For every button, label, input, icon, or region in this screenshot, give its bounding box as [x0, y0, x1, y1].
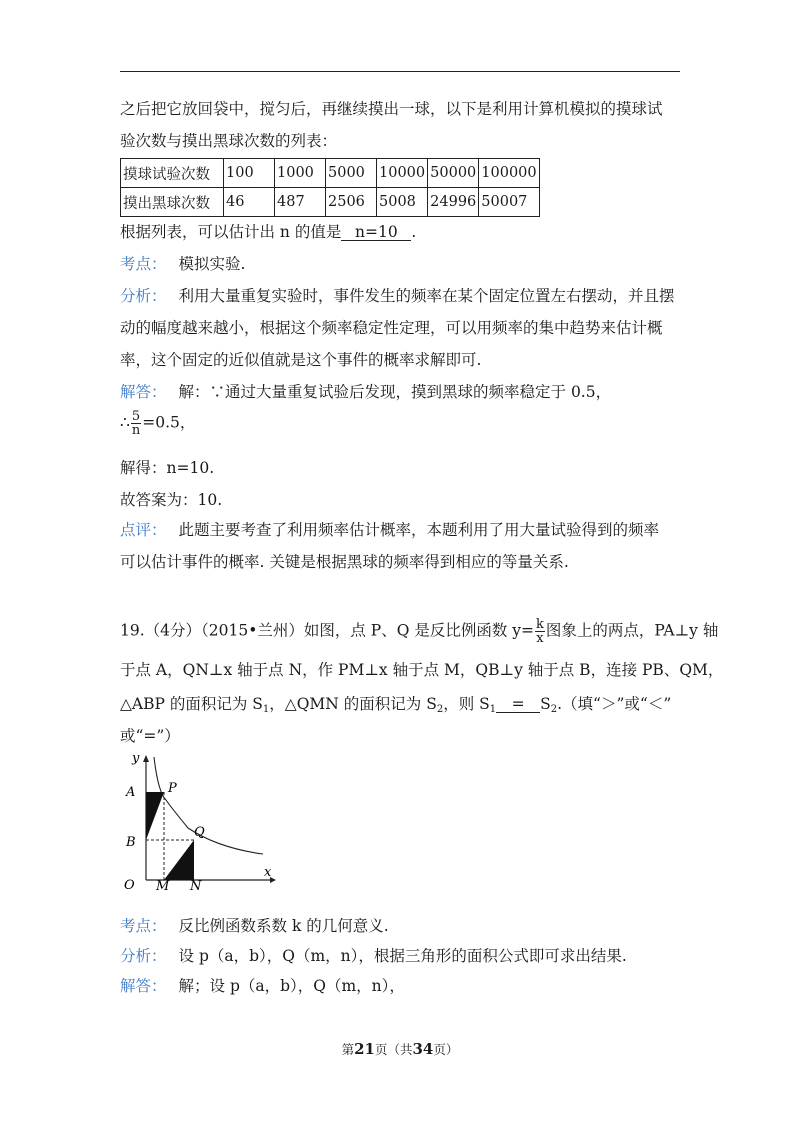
fenxi-label: 分析：: [120, 947, 167, 965]
table-cell: 46: [224, 188, 275, 217]
q19-text: S: [540, 695, 551, 713]
page-number: 21: [354, 1040, 375, 1058]
table-cell: 10000: [377, 159, 428, 188]
kaodian-label: 考点：: [120, 917, 167, 935]
jiede-line: 解得：n=10.: [120, 459, 215, 477]
x-label: x: [264, 865, 272, 880]
therefore-symbol: ∴: [120, 413, 130, 432]
q19-stem-start: 19.（4分）（2015•兰州）如图，点 P、Q 是反比例函数 y=: [120, 621, 535, 640]
page-suffix: 页）: [433, 1042, 459, 1057]
intro-line-1: 之后把它放回袋中，搅匀后，再继续摸出一球，以下是利用计算机模拟的摸球试: [120, 100, 663, 118]
fraction-numerator: k: [536, 617, 544, 632]
origin-label: O: [124, 878, 135, 893]
point-n-label: N: [190, 879, 202, 894]
fraction-denominator: n: [131, 423, 141, 438]
jieda-text: 解：∵通过大量重复试验后发现，摸到黑球的频率稳定于 0.5，: [178, 383, 612, 401]
q19-text: ，则 S: [443, 695, 490, 713]
equation-line: [120, 410, 195, 437]
table-row: [121, 159, 540, 188]
jieda-label: 解答：: [120, 383, 167, 401]
table-cell: 50000: [428, 159, 479, 188]
triangle-abp: [146, 792, 164, 840]
subscript: 2: [550, 704, 558, 715]
jieda-text: 解；设 p（a，b），Q（m，n），: [178, 977, 405, 995]
dianping-label: 点评：: [120, 521, 167, 539]
dianping-text-1: 此题主要考查了利用频率估计概率，本题利用了用大量试验得到的频率: [178, 521, 660, 539]
estimate-prefix: 根据列表，可以估计出 n 的值是: [120, 223, 342, 241]
subscript: 1: [489, 704, 497, 715]
kaodian-label: 考点：: [120, 255, 167, 273]
point-m-label: M: [156, 879, 170, 894]
fraction-numerator: 5: [131, 409, 141, 424]
estimate-answer-blank: n=10: [341, 224, 411, 241]
dianping-line-2: 可以估计事件的概率. 关键是根据黑球的频率得到相应的等量关系.: [120, 553, 569, 571]
q19-stem-end: 图象上的两点，PA⊥y 轴: [545, 621, 719, 640]
estimate-line: [120, 220, 416, 242]
subscript: 2: [436, 704, 444, 715]
table-cell: 50007: [479, 188, 539, 217]
table-cell: 100000: [479, 159, 539, 188]
table-cell: 5008: [377, 188, 428, 217]
point-q-label: Q: [194, 825, 205, 840]
dianping-line-1: [120, 518, 659, 540]
trial-table: [120, 158, 540, 217]
estimate-suffix: .: [411, 223, 417, 241]
q19-kaodian-line: [120, 914, 389, 936]
subscript: 1: [262, 704, 270, 715]
table-cell: 5000: [326, 159, 377, 188]
q19-text: △ABP 的面积记为 S: [120, 695, 263, 713]
table-cell: 1000: [275, 159, 326, 188]
q19-line-4: 或“=”）: [120, 727, 180, 745]
table-row: [121, 188, 540, 217]
page-prefix: 第: [341, 1042, 355, 1057]
fraction-k-over-x: [535, 618, 545, 645]
point-b-label: B: [126, 835, 136, 850]
equation-suffix: =0.5，: [142, 413, 196, 432]
q19-text: ，△QMN 的面积记为 S: [269, 695, 437, 713]
table-row-header: 摸球试验次数: [121, 159, 224, 188]
fraction-denominator: x: [536, 631, 544, 646]
fenxi-line-3: 率，这个固定的近似值就是这个事件的概率求解即可.: [120, 351, 482, 369]
q19-fenxi-line: [120, 944, 627, 966]
kaodian-text: 模拟实验.: [178, 255, 246, 273]
fenxi-text: 设 p（a，b），Q（m，n），根据三角形的面积公式即可求出结果.: [178, 947, 627, 965]
fenxi-line-2: 动的幅度越来越小，根据这个频率稳定性定理，可以用频率的集中趋势来估计概: [120, 319, 663, 337]
page-total: 34: [412, 1040, 434, 1058]
q19-line-3: [120, 692, 671, 714]
intro-line-2: 验次数与摸出黑球次数的列表：: [120, 132, 338, 150]
table-row-header: 摸出黑球次数: [121, 188, 224, 217]
fraction-5-over-n: [131, 410, 141, 437]
q19-text: .（填“＞”或“＜”: [557, 695, 672, 713]
q19-answer-blank: =: [496, 696, 540, 713]
fenxi-text-1: 利用大量重复实验时，事件发生的频率在某个固定位置左右摆动，并且摆: [178, 287, 675, 305]
jieda-line: [120, 380, 611, 402]
triangle-qmn: [164, 840, 194, 880]
hyperbola-figure: [118, 752, 278, 894]
kaodian-text: 反比例函数系数 k 的几何意义.: [178, 917, 389, 935]
fenxi-label: 分析：: [120, 287, 167, 305]
answer-line: 故答案为：10.: [120, 491, 223, 509]
point-p-label: P: [168, 781, 177, 796]
page-mid: 页（共: [374, 1042, 413, 1057]
hyperbola-curve: [154, 757, 263, 854]
jieda-label: 解答：: [120, 977, 167, 995]
q19-line-1: [120, 618, 718, 645]
table-cell: 24996: [428, 188, 479, 217]
q19-jieda-line: [120, 974, 405, 996]
page-footer: [0, 1040, 800, 1058]
header-rule: [120, 71, 680, 72]
fenxi-line-1: [120, 284, 675, 306]
point-a-label: A: [126, 785, 136, 800]
y-label: y: [132, 752, 140, 766]
table-cell: 2506: [326, 188, 377, 217]
kaodian-line: [120, 252, 245, 274]
table-cell: 487: [275, 188, 326, 217]
table-cell: 100: [224, 159, 275, 188]
y-axis-arrow: [143, 755, 149, 762]
q19-line-2: 于点 A，QN⊥x 轴于点 N，作 PM⊥x 轴于点 M，QB⊥y 轴于点 B，连接 PB、QM，: [120, 661, 724, 679]
